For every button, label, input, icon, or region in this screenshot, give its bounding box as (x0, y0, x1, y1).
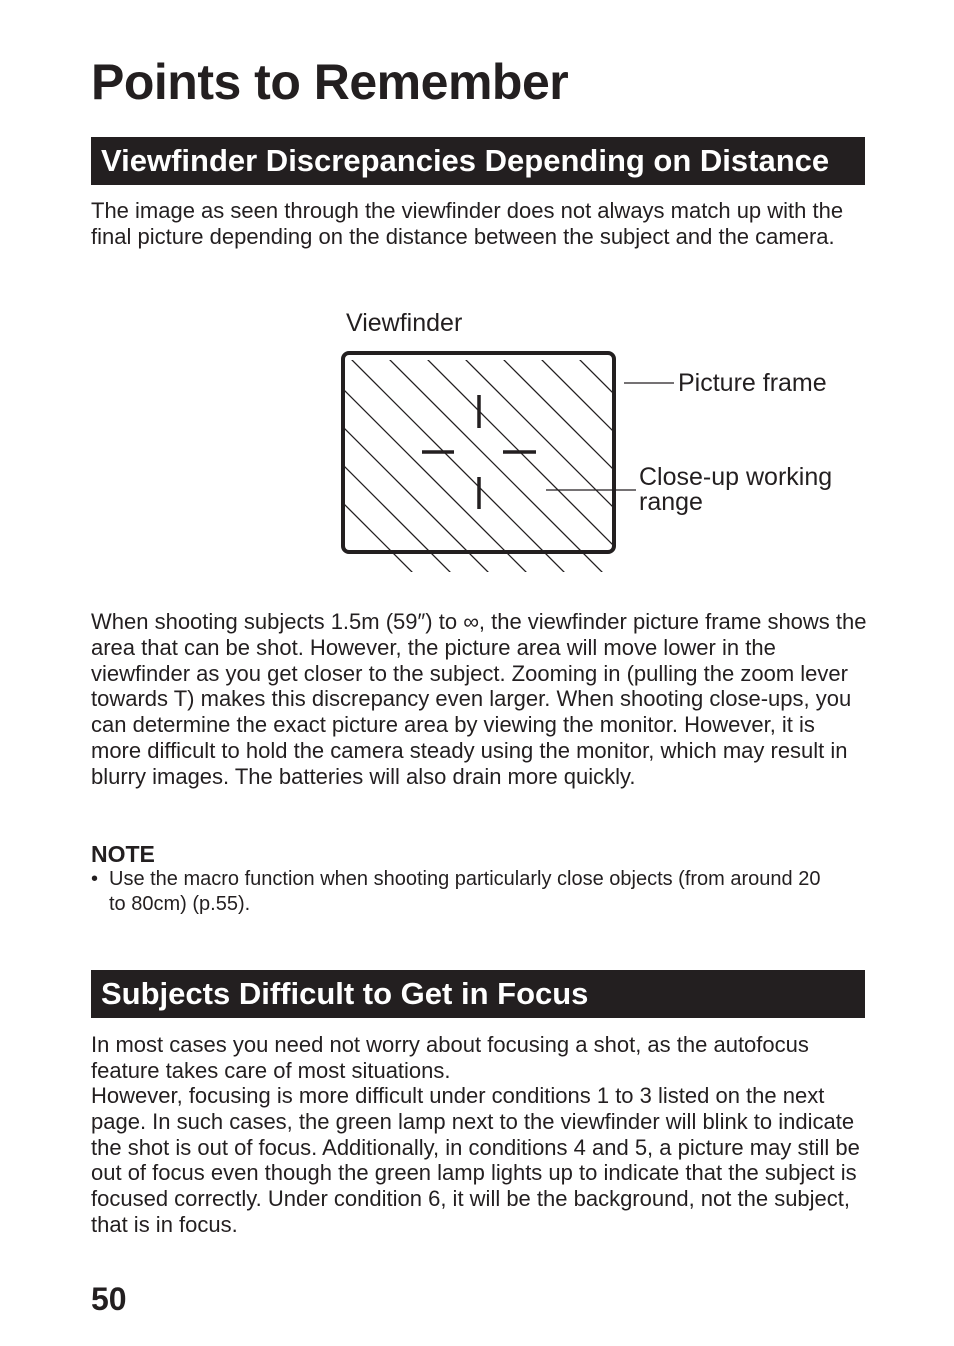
hatch-line (482, 300, 772, 580)
bullet-marker: • (91, 868, 99, 890)
picture-frame-label: Picture frame (678, 369, 827, 397)
hatch-line (340, 300, 544, 580)
hatch-line (406, 300, 696, 580)
intro-paragraph: The image as seen through the viewfinder does not always match up with the final picture depending on the distance between the subject and the camera. (91, 198, 844, 249)
focus-paragraph-1: In most cases you need not worry about focusing a shot, as the autofocus feature takes care of most situations. (91, 1032, 809, 1083)
viewfinder-label: Viewfinder (346, 309, 463, 337)
viewfinder-frame (343, 353, 614, 552)
section-heading-viewfinder: Viewfinder Discrepancies Depending on Distance (91, 137, 865, 185)
closeup-range-label-line2: range (639, 488, 703, 516)
page-number: 50 (91, 1281, 127, 1317)
viewfinder-illustration (340, 300, 880, 580)
section-heading-focus: Subjects Difficult to Get in Focus (91, 970, 865, 1018)
hatch-line (520, 300, 810, 580)
note-text: Use the macro function when shooting particularly close objects (from around 20 to 80cm) (p.55). (109, 868, 821, 915)
viewfinder-body-paragraph: When shooting subjects 1.5m (59″) to ∞, the viewfinder picture frame shows the area that can be shot. However, the picture area will move lower in the viewfinder as you get closer to the subject. Zooming in (pulling the zoom lever towards T) makes this discrepancy even larger. When shooting close-ups, you can determine the exact picture area by viewing the monitor. However, it is more difficult to hold the camera steady using the monitor, which may result in blurry images. The batteries will also drain more quickly. (91, 609, 867, 789)
hatch-line (558, 300, 848, 580)
focus-paragraph-2: However, focusing is more difficult under conditions 1 to 3 listed on the next page. In such cases, the green lamp next to the viewfinder will blink to indicate the shot is out of focus. Additionally, in conditions 4 and 5, a picture may still be out of focus even though the green lamp lights up to indicate that the subject is focused correctly. Under condition 6, it will be the background, not the subject, that is in focus. (91, 1083, 860, 1237)
hatch-line (340, 300, 468, 580)
closeup-range-label-line1: Close-up working (639, 463, 833, 491)
note-heading: NOTE (91, 841, 155, 867)
viewfinder-diagram (340, 300, 880, 580)
hatch-line (340, 300, 506, 580)
hatch-line (444, 300, 734, 580)
hatch-line (596, 300, 880, 580)
closeup-range-hatching (340, 300, 880, 580)
page-title: Points to Remember (91, 54, 569, 110)
hatch-line (340, 300, 620, 580)
note-list-item (91, 867, 831, 916)
